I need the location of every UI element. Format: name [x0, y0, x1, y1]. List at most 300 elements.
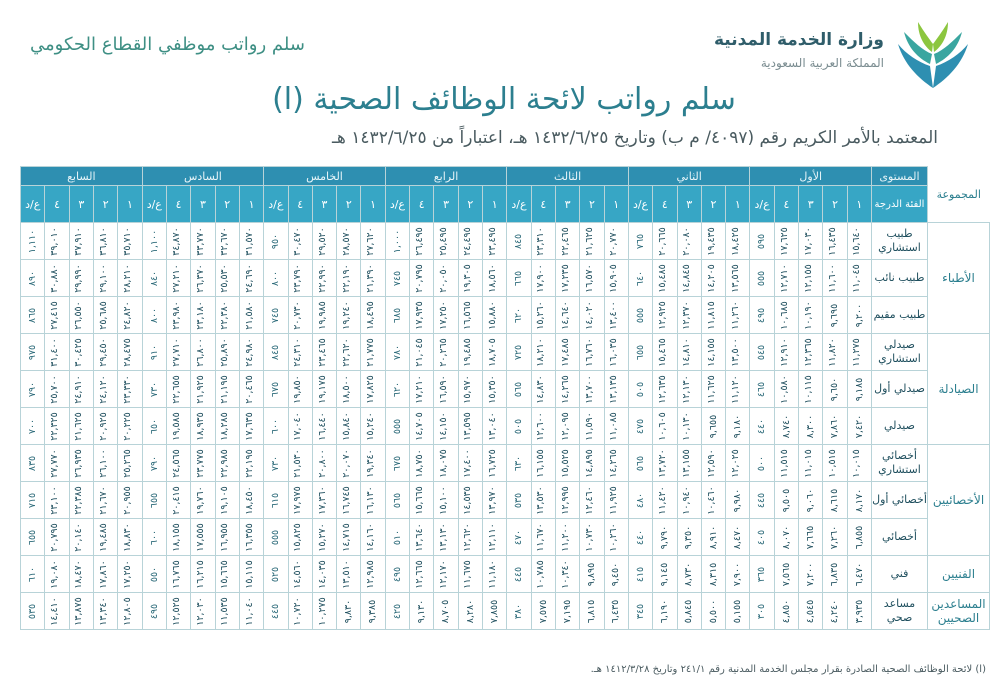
- cell-value: ١١,٦٧٠: [535, 522, 547, 552]
- cell-value: ٦,٤٣٥: [610, 599, 622, 623]
- cell-value: ٢٩,١٠٠: [97, 263, 109, 293]
- cell-value: ١٨,٨٣٠: [121, 522, 133, 552]
- salary-cell: [604, 223, 628, 260]
- increment-cell: [264, 556, 288, 593]
- cell-value: ١٥,٩٧٠: [462, 374, 474, 404]
- cell-value: ١٣,٠٤٠: [486, 411, 498, 441]
- salary-cell: [604, 445, 628, 482]
- increment-cell: [507, 593, 531, 630]
- cell-value: ٥٢٥: [270, 566, 282, 582]
- salary-cell: [531, 519, 555, 556]
- salary-cell: [774, 556, 798, 593]
- salary-cell: [410, 371, 434, 408]
- salary-cell: [410, 223, 434, 260]
- salary-cell: [239, 260, 263, 297]
- cell-value: ١٦,١٣٠: [364, 485, 376, 515]
- increment-cell: [507, 556, 531, 593]
- increment-cell: [750, 223, 774, 260]
- cell-value: ٨,٦١٥: [829, 488, 841, 512]
- cell-value: ١٥,٢٦٠: [535, 300, 547, 330]
- salary-cell: [239, 223, 263, 260]
- cell-value: ٧,٥٧٥: [537, 599, 549, 623]
- cell-value: ٥٠٥: [513, 418, 525, 434]
- salary-cell: [799, 334, 823, 371]
- salary-cell: [580, 408, 604, 445]
- cell-value: ٩,٦٩٥: [829, 303, 841, 327]
- salary-cell: [653, 593, 677, 630]
- cell-value: ١٦,٤٤٠: [316, 411, 328, 441]
- salary-cell: [555, 260, 579, 297]
- cell-value: ١٣,٥٣٠: [535, 485, 547, 515]
- salary-cell: [361, 223, 385, 260]
- cell-value: ٢٠,١٤٠: [73, 522, 85, 552]
- category-name: أخصائي استشاري: [872, 445, 928, 482]
- cell-value: ١٦,٥٩٠: [437, 374, 449, 404]
- category-name: صيدلي استشاري: [872, 334, 928, 371]
- salary-cell: [312, 556, 336, 593]
- cell-value: ٩١٠: [148, 344, 160, 360]
- cell-value: ٢١,٦٧٠: [97, 485, 109, 515]
- salary-cell: [239, 556, 263, 593]
- cell-value: ٢٢,٤٦٥: [559, 226, 571, 256]
- cell-value: ١٥,٨٨٠: [486, 300, 498, 330]
- salary-cell: [580, 445, 604, 482]
- cell-value: ٧,٥٦٥: [780, 562, 792, 586]
- salary-cell: [410, 556, 434, 593]
- cell-value: ١٠,٧٣٠: [583, 522, 595, 552]
- salary-cell: [45, 482, 69, 519]
- salary-cell: [69, 334, 93, 371]
- salary-cell: [69, 371, 93, 408]
- salary-cell: [337, 408, 361, 445]
- degree-header: ٢: [580, 186, 604, 223]
- cell-value: ٥,١٥٥: [732, 599, 744, 623]
- salary-cell: [604, 260, 628, 297]
- salary-cell: [823, 593, 847, 630]
- cell-value: ٥٥٥: [635, 307, 647, 323]
- salary-cell: [410, 334, 434, 371]
- cell-value: ٧١٥: [27, 492, 39, 508]
- annual-increment-header: ع/د: [142, 186, 166, 223]
- cell-value: ٦,٤٧٠: [853, 562, 865, 586]
- salary-cell: [239, 297, 263, 334]
- cell-value: ١٨,١٥٥: [170, 522, 182, 552]
- cell-value: ١٩,٣٠٥: [462, 263, 474, 293]
- cell-value: ١٨,٤٩٥: [364, 300, 376, 330]
- cell-value: ١٩,١٠٥: [219, 485, 231, 515]
- salary-cell: [774, 593, 798, 630]
- increment-cell: [264, 519, 288, 556]
- cell-value: ٥٥٥: [756, 270, 768, 286]
- cell-value: ١٢,١٣٠: [681, 374, 693, 404]
- cell-value: ١٥,٤٦٥: [656, 337, 668, 367]
- increment-cell: [142, 445, 166, 482]
- salary-cell: [580, 519, 604, 556]
- salary-cell: [799, 223, 823, 260]
- cell-value: ١٥,٦٤٠: [851, 226, 863, 256]
- cell-value: ١٧,٤٨٥: [559, 337, 571, 367]
- salary-cell: [215, 334, 239, 371]
- salary-cell: [458, 297, 482, 334]
- cell-value: ١٢,٦٣٥: [656, 374, 668, 404]
- cell-value: ٥٠٠: [756, 455, 768, 471]
- cell-value: ١٠,٢٦٠: [608, 522, 620, 552]
- cell-value: ١٢,٥٢٥: [170, 596, 182, 626]
- salary-cell: [361, 297, 385, 334]
- salary-cell: [580, 482, 604, 519]
- cell-value: ٦,٨٥٥: [853, 525, 865, 549]
- cell-value: ٣٤,٨٧٠: [170, 226, 182, 256]
- cell-value: ١٣,٣٤٠: [97, 596, 109, 626]
- salary-cell: [726, 593, 750, 630]
- cell-value: ٢٤,٨٢٠: [121, 300, 133, 330]
- salary-cell: [69, 593, 93, 630]
- salary-cell: [847, 334, 871, 371]
- cell-value: ٢٩,٩٩٠: [73, 263, 85, 293]
- cell-value: ٧,٨٥٥: [489, 599, 501, 623]
- cell-value: ١٥,١١٥: [243, 559, 255, 589]
- salary-cell: [215, 556, 239, 593]
- cell-value: ١٤,١٦٠: [364, 522, 376, 552]
- degree-header: ١: [726, 186, 750, 223]
- cell-value: ١١,٢٦٠: [729, 300, 741, 330]
- cell-value: ١٧,٩٠٠: [535, 263, 547, 293]
- increment-cell: [385, 445, 409, 482]
- cell-value: ٢٨,٢١٠: [121, 263, 133, 293]
- salary-cell: [337, 371, 361, 408]
- cell-value: ١٢,٨٠٥: [121, 596, 133, 626]
- cell-value: ٧,٦٦٥: [805, 525, 817, 549]
- cell-value: ٣١,٤٠٠: [48, 337, 60, 367]
- salary-cell: [166, 482, 190, 519]
- degree-header: ٣: [677, 186, 701, 223]
- increment-cell: [264, 482, 288, 519]
- salary-cell: [555, 334, 579, 371]
- salary-table-container: [20, 166, 990, 630]
- increment-cell: [264, 223, 288, 260]
- cell-value: ٢٤,٩٨٠: [243, 337, 255, 367]
- salary-cell: [410, 482, 434, 519]
- salary-cell: [604, 519, 628, 556]
- cell-value: ٤٤٥: [756, 492, 768, 508]
- cell-value: ٥,٨٤٥: [683, 599, 695, 623]
- cell-value: ١٠,٥٨٠: [778, 374, 790, 404]
- salary-cell: [410, 297, 434, 334]
- degree-header: ٣: [191, 186, 215, 223]
- cell-value: ١٧,٨٢٥: [364, 374, 376, 404]
- cell-value: ٢١,٠٤٥: [413, 337, 425, 367]
- salary-cell: [483, 519, 507, 556]
- cell-value: ٢٦,٥٥٠: [73, 300, 85, 330]
- salary-cell: [69, 297, 93, 334]
- cell-value: ١٣,٥٩٥: [462, 411, 474, 441]
- salary-cell: [483, 482, 507, 519]
- cell-value: ٦٤٠: [635, 270, 647, 286]
- cell-value: ١١,٤٢٠: [656, 485, 668, 515]
- cell-value: ١٨,٧٥٠: [413, 448, 425, 478]
- footnote: (ا) لائحة الوظائف الصحية الصادرة بقرار مجلس الخدمة المدنية رقم ٢٤١/١ وتاريخ ١٤١٢/٣/٢٨ هـ.: [590, 664, 986, 675]
- cell-value: ١٣,٥٦٥: [729, 263, 741, 293]
- cell-value: ١٣,٩٧٠: [486, 485, 498, 515]
- salary-cell: [483, 408, 507, 445]
- increment-cell: [507, 408, 531, 445]
- cell-value: ٢٠,٤١٥: [170, 485, 182, 515]
- cell-value: ٢٣,٤٩٥: [486, 226, 498, 256]
- increment-cell: [142, 223, 166, 260]
- increment-cell: [750, 260, 774, 297]
- cell-value: ٢١,٧٧٥: [364, 337, 376, 367]
- cell-value: ١٢,٦٦٥: [413, 559, 425, 589]
- salary-cell: [239, 519, 263, 556]
- cell-value: ١٩,٤٣٥: [705, 226, 717, 256]
- salary-cell: [361, 519, 385, 556]
- level-header: الخامس: [264, 167, 386, 186]
- salary-cell: [69, 556, 93, 593]
- cell-value: ١٥,٦٦٥: [219, 559, 231, 589]
- salary-cell: [799, 371, 823, 408]
- cell-value: ٧٠٠: [27, 418, 39, 434]
- degree-header: ٤: [653, 186, 677, 223]
- degree-header: ١: [483, 186, 507, 223]
- table-row: [21, 556, 990, 593]
- salary-cell: [799, 482, 823, 519]
- cell-value: ٤,٥٤٥: [805, 599, 817, 623]
- salary-cell: [45, 371, 69, 408]
- cell-value: ٢٥,٤٩٥: [437, 226, 449, 256]
- salary-cell: [701, 445, 725, 482]
- salary-cell: [458, 371, 482, 408]
- cell-value: ٢٥,٢٦٥: [121, 448, 133, 478]
- salary-cell: [677, 556, 701, 593]
- salary-cell: [288, 519, 312, 556]
- degree-header: ٣: [555, 186, 579, 223]
- increment-cell: [21, 519, 45, 556]
- cell-value: ١٤,٧٠٥: [413, 411, 425, 441]
- level-header: السادس: [142, 167, 264, 186]
- salary-cell: [555, 223, 579, 260]
- salary-cell: [604, 371, 628, 408]
- salary-cell: [337, 334, 361, 371]
- salary-cell: [458, 223, 482, 260]
- salary-cell: [458, 445, 482, 482]
- increment-cell: [21, 334, 45, 371]
- salary-cell: [215, 519, 239, 556]
- increment-cell: [21, 223, 45, 260]
- salary-cell: [580, 371, 604, 408]
- salary-cell: [774, 260, 798, 297]
- cell-value: ٦٥٥: [635, 344, 647, 360]
- cell-value: ١,٠٠٠: [391, 229, 403, 253]
- cell-value: ١٦,٩٥٥: [219, 522, 231, 552]
- cell-value: ١١,٦٧٥: [462, 559, 474, 589]
- salary-cell: [847, 260, 871, 297]
- cell-value: ٧,٢٦٠: [829, 525, 841, 549]
- cell-value: ٦٥٠: [148, 418, 160, 434]
- cell-value: ١٢,٠٣٠: [194, 596, 206, 626]
- cell-value: ١٤,٢٦٥: [559, 374, 571, 404]
- cell-value: ٢٠,٤٦٥: [243, 374, 255, 404]
- cell-value: ٨,٠٧٠: [780, 525, 792, 549]
- increment-cell: [628, 445, 652, 482]
- cell-value: ١٢,٠٩٥: [559, 411, 571, 441]
- cell-value: ١٢,١٧٠: [437, 559, 449, 589]
- cell-value: ٦٨٥: [391, 307, 403, 323]
- cell-value: ١٢,٦٠٠: [535, 411, 547, 441]
- cell-value: ١٩,٤٨٥: [97, 522, 109, 552]
- salary-cell: [774, 519, 798, 556]
- cell-value: ١٢,٠٢٥: [729, 448, 741, 478]
- salary-cell: [94, 482, 118, 519]
- cell-value: ١٧,٢٥٠: [437, 300, 449, 330]
- salary-cell: [337, 482, 361, 519]
- degree-header: ١: [239, 186, 263, 223]
- increment-cell: [142, 482, 166, 519]
- salary-cell: [483, 445, 507, 482]
- category-name: طبيب مقيم: [872, 297, 928, 334]
- cell-value: ٨,٣٠٠: [805, 414, 817, 438]
- increment-cell: [628, 223, 652, 260]
- salary-cell: [239, 445, 263, 482]
- increment-cell: [507, 297, 531, 334]
- increment-cell: [385, 519, 409, 556]
- cell-value: ٢٩,٥٢٠: [316, 226, 328, 256]
- degree-header: ١: [118, 186, 142, 223]
- cell-value: ٤٤٠: [635, 529, 647, 545]
- salary-cell: [434, 371, 458, 408]
- category-name: طبيب استشاري: [872, 223, 928, 260]
- increment-cell: [507, 223, 531, 260]
- salary-cell: [434, 334, 458, 371]
- salary-cell: [677, 297, 701, 334]
- salary-cell: [434, 260, 458, 297]
- category-name: صيدلي أول: [872, 371, 928, 408]
- cell-value: ١٢,١١٠: [486, 522, 498, 552]
- cell-value: ١٣,١٣٥: [608, 374, 620, 404]
- cell-value: ٣٠٥: [756, 603, 768, 619]
- level-header: الرابع: [385, 167, 507, 186]
- increment-cell: [21, 482, 45, 519]
- cell-value: ٢٣,١٨٠: [194, 300, 206, 330]
- cell-value: ٤٧٥: [635, 418, 647, 434]
- salary-cell: [483, 334, 507, 371]
- cell-value: ٢٠,٦٦٥: [656, 226, 668, 256]
- cell-value: ٢٩,٤٥٠: [97, 337, 109, 367]
- cell-value: ١٠,٦٠٥: [656, 411, 668, 441]
- cell-value: ١٦,١٥٥: [535, 448, 547, 478]
- annual-increment-header: ع/د: [21, 186, 45, 223]
- cell-value: ٢٧,٢١٠: [170, 263, 182, 293]
- cell-value: ٨٤٥: [513, 233, 525, 249]
- salary-cell: [69, 408, 93, 445]
- increment-cell: [507, 260, 531, 297]
- cell-value: ٨,١٧٠: [853, 488, 865, 512]
- increment-cell: [21, 260, 45, 297]
- cell-value: ١٥,٨٢٥: [292, 522, 304, 552]
- cell-value: ٦٠٠: [148, 529, 160, 545]
- salary-cell: [653, 445, 677, 482]
- increment-cell: [628, 556, 652, 593]
- degree-header: ٢: [823, 186, 847, 223]
- cell-value: ٧٩٠: [27, 381, 39, 397]
- salary-cell: [458, 556, 482, 593]
- cell-value: ٤٨٠: [635, 492, 647, 508]
- cell-value: ٢٦,٣٧٠: [194, 263, 206, 293]
- salary-cell: [799, 297, 823, 334]
- salary-cell: [434, 556, 458, 593]
- degree-header: ٤: [531, 186, 555, 223]
- salary-cell: [458, 334, 482, 371]
- table-row: [21, 408, 990, 445]
- cell-value: ١٦,٣٥٥: [243, 522, 255, 552]
- salary-cell: [239, 408, 263, 445]
- cell-value: ٩٧٥: [27, 344, 39, 360]
- salary-cell: [823, 260, 847, 297]
- cell-value: ٥٠٥: [635, 381, 647, 397]
- salary-cell: [677, 260, 701, 297]
- cell-value: ١٧,٢٥٠: [121, 559, 133, 589]
- cell-value: ١,١٠٠: [148, 229, 160, 253]
- increment-cell: [385, 593, 409, 630]
- cell-value: ٥,٥٠٠: [707, 599, 719, 623]
- salary-cell: [118, 260, 142, 297]
- cell-value: ٣٦٥: [756, 566, 768, 582]
- cell-value: ٢٨,٤٧٥: [121, 337, 133, 367]
- increment-cell: [264, 408, 288, 445]
- category-name: مساعد صحي: [872, 593, 928, 630]
- salary-cell: [191, 260, 215, 297]
- degree-header: ٤: [410, 186, 434, 223]
- increment-cell: [750, 593, 774, 630]
- cell-value: ١٣,٤٠٠: [608, 300, 620, 330]
- salary-cell: [312, 445, 336, 482]
- salary-cell: [823, 334, 847, 371]
- cell-value: ١٢,٩٢٥: [656, 300, 668, 330]
- annual-increment-header: ع/د: [264, 186, 288, 223]
- cell-value: ١٨,٢٨٥: [219, 411, 231, 441]
- cell-value: ١٢,٩١٠: [778, 337, 790, 367]
- salary-cell: [774, 408, 798, 445]
- cell-value: ١١,١٢٠: [729, 374, 741, 404]
- cell-value: ١١,٢٧٥: [851, 337, 863, 367]
- cell-value: ٢٣,٣١٠: [535, 226, 547, 256]
- cell-value: ٥٥٥: [391, 418, 403, 434]
- increment-cell: [385, 334, 409, 371]
- cell-value: ٦٧٥: [270, 381, 282, 397]
- degree-header: ٣: [312, 186, 336, 223]
- level-header-row: [21, 167, 990, 186]
- cell-value: ٢١,٩٢٥: [194, 374, 206, 404]
- salary-cell: [604, 556, 628, 593]
- cell-value: ٨,٣١٥: [707, 562, 719, 586]
- increment-cell: [750, 408, 774, 445]
- increment-cell: [507, 482, 531, 519]
- salary-cell: [288, 482, 312, 519]
- salary-cell: [191, 297, 215, 334]
- cell-value: ٨٣٥: [27, 455, 39, 471]
- cell-value: ٢٠,٠٨٠: [681, 226, 693, 256]
- table-row: [21, 371, 990, 408]
- increment-cell: [628, 371, 652, 408]
- salary-cell: [677, 223, 701, 260]
- cell-value: ٩,٠٦٠: [805, 488, 817, 512]
- salary-cell: [799, 519, 823, 556]
- salary-cell: [118, 556, 142, 593]
- salary-cell: [166, 445, 190, 482]
- increment-cell: [385, 260, 409, 297]
- salary-cell: [531, 223, 555, 260]
- salary-cell: [361, 334, 385, 371]
- salary-cell: [94, 297, 118, 334]
